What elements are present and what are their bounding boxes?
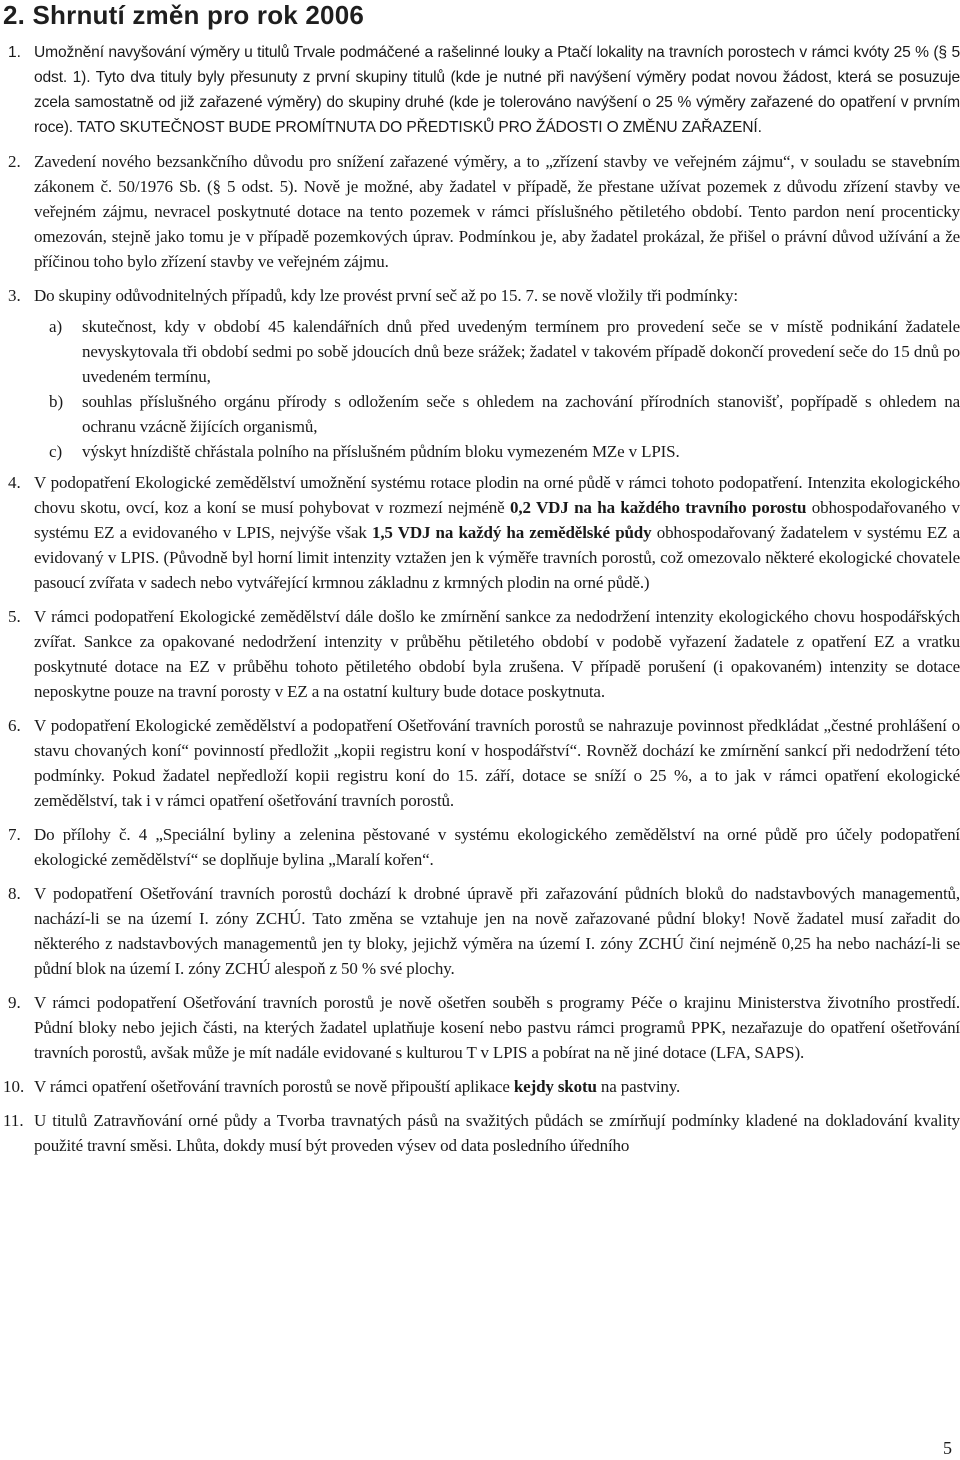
sub-item-label: c) <box>49 442 63 461</box>
list-item-4 <box>0 470 960 595</box>
sub-item-text: skutečnost, kdy v období 45 kalendářních dnů před uvedeným termínem pro provedení seče se v místě podnikání žadatele nevyskytovala tři období sedmi po sobě jdoucích dnů beze srážek; žadatel v takovém případě dokončí provedení seče do 15 dnů po uvedeném termínu, <box>82 317 960 386</box>
item-number: 5. <box>8 607 21 626</box>
item-number: 2. <box>8 152 21 171</box>
change-list <box>0 40 960 1158</box>
list-item-5 <box>0 604 960 704</box>
item-number: 8. <box>8 884 21 903</box>
item-number: 6. <box>8 716 21 735</box>
item-text-part: V rámci opatření ošetřování travních porostů se nově připouští aplikace <box>34 1077 514 1096</box>
item-text: V podopatření Ošetřování travních porostů dochází k drobné úpravě při zařazování půdních bloků do nadstavbových managementů, nachází-li se na území I. zóny ZCHÚ. Tato změna se vztahuje jen na nově zařazované půdní bloky! Nově žadatel musí zařadit do některého z nadstavbových managementů jen ty bloky, jejichž výměra na území I. zóny ZCHÚ činí nejméně 0,25 ha nebo nachází-li se půdní blok na území I. zóny ZCHÚ alespoň z 50 % své plochy. <box>34 884 960 978</box>
item-number: 4. <box>8 473 21 492</box>
item-text: Umožnění navyšování výměry u titulů Trvale podmáčené a rašelinné louky a Ptačí lokality na travních porostech v rámci kvóty 25 % (§ 5 odst. 1). Tyto dva tituly byly přesunuty z první skupiny titulů (kde je nutné při navýšení výměry podat novou žádost, která se posuzuje zcela samostatně od již zařazené výměry) do skupiny druhé (kde je tolerováno navýšení o 25 % výměry zařazené do opatření v prvním roce). TATO SKUTEČNOST BUDE PROMÍTNUTA DO PŘEDTISKŮ PRO ŽÁDOSTI O ZMĚNU ZAŘAZENÍ. <box>34 44 960 136</box>
section-heading: 2. Shrnutí změn pro rok 2006 <box>3 0 365 30</box>
item-text: V podopatření Ekologické zemědělství a podopatření Ošetřování travních porostů se nahrazuje povinnost předkládat „čestné prohlášení o stavu chovaných koní“ povinností předložit „kopii registru koní v hospodářství“. Rovněž dochází ke zmírnění sankcí při nedodržení této podmínky. Pokud žadatel nepředloží kopii registru koní do 15. září, dotace se sníží o 25 %, a to jak v rámci opatření ekologické zemědělství, tak i v rámci opatření ošetřování travních porostů. <box>34 716 960 810</box>
item-text <box>34 1074 960 1099</box>
list-item-9 <box>0 990 960 1065</box>
sub-item-c <box>34 439 960 464</box>
item-number: 1. <box>8 44 22 61</box>
sub-item-label: a) <box>49 317 63 336</box>
item-text: Do skupiny odůvodnitelných případů, kdy lze provést první seč až po 15. 7. se nově vložily tři podmínky: <box>34 286 738 305</box>
item-number: 9. <box>8 993 21 1012</box>
list-item-2 <box>0 149 960 274</box>
page-number: 5 <box>943 1438 952 1458</box>
bold-text: 0,2 VDJ na ha každého travního porostu <box>510 498 807 517</box>
item-text-part: V podopatření Ekologické zemědělství umožnění systému rotace plodin na orné půdě v rámci tohoto podopatření. Intenzita ekologického chovu skotu, ovcí, koz a koní se musí pohybovat v rozmezí nejméně <box>34 473 960 517</box>
item-text: U titulů Zatravňování orné půdy a Tvorba travnatých pásů na svažitých půdách se zmírňují podmínky kladené na dokladování kvality použité travní směsi. Lhůta, dokdy musí být proveden výsev od data posledního úředního <box>34 1111 960 1155</box>
item-text-part: obhospodařovaného v systému EZ a evidovaného v LPIS, nejvýše však <box>34 498 960 542</box>
sub-item-label: b) <box>49 392 64 411</box>
sub-item-text: výskyt hnízdiště chřástala polního na příslušném půdním bloku vymezeném MZe v LPIS. <box>82 442 680 461</box>
sub-item-b <box>34 389 960 439</box>
sub-item-a <box>34 314 960 389</box>
item-number: 7. <box>8 825 21 844</box>
list-item-7 <box>0 822 960 872</box>
item-number: 10. <box>3 1077 25 1096</box>
item-text: Do přílohy č. 4 „Speciální byliny a zelenina pěstované v systému ekologického zemědělství na orné půdě pro účely podopatření ekologické zemědělství“ se doplňuje bylina „Maralí kořen“. <box>34 825 960 869</box>
bold-text: kejdy skotu <box>513 1077 597 1096</box>
item-text <box>34 470 960 595</box>
list-item-6 <box>0 713 960 813</box>
list-item-3 <box>0 283 960 464</box>
sub-item-text: souhlas příslušného orgánu přírody s odložením seče s ohledem na zachování přírodních stanovišť, popřípadě s ohledem na ochranu vzácně žijících organismů, <box>82 392 960 436</box>
item-number: 3. <box>8 286 21 305</box>
item-text: V rámci podopatření Ekologické zemědělství dále došlo ke zmírnění sankce za nedodržení intenzity ekologického chovu hospodářských zvířat. Sankce za opakované nedodržení intenzity v průběhu pětiletého období v podobě vyřazení žadatele z opatření EZ a vratku poskytnuté dotace na EZ v průběhu tohoto pětiletého období byla zrušena. V případě porušení (i opakovaném) intenzity se dotace neposkytne pouze na travní porosty v EZ a na ostatní kultury bude dotace poskytnuta. <box>34 607 960 701</box>
bold-text: 1,5 VDJ na každý ha zemědělské půdy <box>371 523 652 542</box>
item-text: Zavedení nového bezsankčního důvodu pro snížení zařazené výměry, a to „zřízení stavby ve veřejném zájmu“, v souladu se stavebním zákonem č. 50/1976 Sb. (§ 5 odst. 5). Nově je možné, aby žadatel v případě, že přestane užívat pozemek z důvodu zřízení stavby ve veřejném zájmu, nevracel poskytnuté dotace na tento pozemek v rámci příslušného pětiletého období. Tento pardon není procenticky omezován, stejně jako tomu je v případě pozemkových úprav. Podmínkou je, aby žadatel prokázal, že přišel o právní důvod užívání a že příčinou toho bylo zřízení stavby ve veřejném zájmu. <box>34 152 960 271</box>
list-item-10 <box>0 1074 960 1099</box>
item-text-part: na pastviny. <box>596 1077 681 1096</box>
item-text-part: obhospodařovaný žadatelem v systému EZ a evidovaný v LPIS. (Původně byl horní limit intenzity vztažen jen k výměře travních porostů, což omezovalo některé ekologické chovatele pasoucí zvířata v sadech nebo vytvářející krmnou základnu z krmných plodin na orné půdě.) <box>34 523 960 592</box>
list-item-11 <box>0 1108 960 1158</box>
item-number: 11. <box>3 1111 24 1130</box>
list-item-1 <box>0 40 960 140</box>
list-item-8 <box>0 881 960 981</box>
item-text: V rámci podopatření Ošetřování travních porostů je nově ošetřen souběh s programy Péče o krajinu Ministerstva životního prostředí. Půdní bloky nebo jejich části, na kterých žadatel uplatňuje kosení nebo pastvu rámci programů PPK, nezařazuje do opatření ošetřování travních porostů, avšak může je mít nadále evidované s kulturou T v LPIS a pobírat na ně jiné dotace (LFA, SAPS). <box>34 993 960 1062</box>
